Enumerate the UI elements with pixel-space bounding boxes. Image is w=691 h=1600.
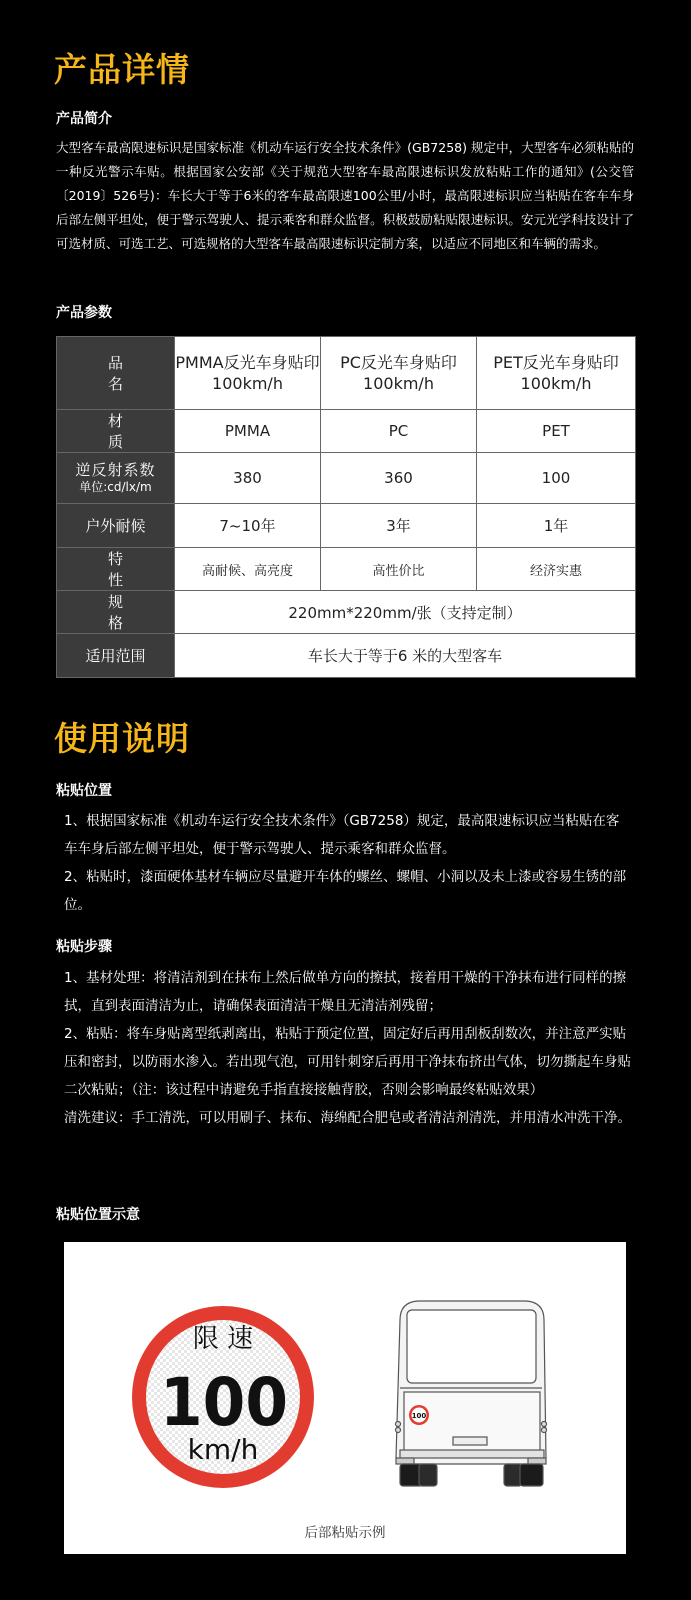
table-cell: PET	[477, 410, 636, 453]
cleaning-advice: 清洗建议：手工清洗，可以用刷子、抹布、海绵配合肥皂或者清洁剂清洗，并用清水冲洗干净。	[64, 1110, 631, 1126]
diagram-heading: 粘贴位置示意	[56, 1207, 140, 1223]
row-label: 材 质	[57, 410, 175, 453]
bus-speed-sign-icon	[409, 1405, 429, 1425]
coef-label: 逆反射系数	[75, 461, 156, 479]
steps-paragraph-1: 1、基材处理：将清洁剂到在抹布上然后做单方向的擦拭，接着用干燥的干净抹布进行同样的擦拭，直到表面清洁为止，请确保表面清洁干燥且无清洁剂残留；	[64, 970, 627, 1014]
steps-paragraph-2: 2、粘贴：将车身贴离型纸剥离出，粘贴于预定位置，固定好后再用刮板刮数次，并注意严实贴压和密封，以防雨水渗入。若出现气泡，可用针刺穿后再用干净抹布挤出气体，切勿撕起车身贴二次粘贴；（注：该过程中请避免手指直接接触背胶，否则会影响最终粘贴效果）	[64, 1026, 631, 1098]
params-heading: 产品参数	[56, 305, 112, 321]
table-row	[57, 504, 636, 548]
steps-heading: 粘贴步骤	[56, 939, 112, 955]
intro-heading: 产品简介	[56, 111, 112, 127]
table-cell: 车长大于等于6 米的大型客车	[175, 634, 636, 678]
table-cell: PC	[321, 410, 477, 453]
placement-diagram	[64, 1242, 626, 1554]
position-paragraph-2: 2、粘贴时，漆面硬体基材车辆应尽量避开车体的螺丝、螺帽、小洞以及未上漆或容易生锈的部位。	[64, 869, 627, 913]
row-label: 品 名	[57, 337, 175, 410]
table-cell: PET反光车身贴印100km/h	[477, 337, 636, 410]
speed-limit-sign-icon	[132, 1306, 314, 1488]
row-label: 规 格	[57, 591, 175, 634]
table-row	[57, 591, 636, 634]
table-cell: 高性价比	[321, 548, 477, 591]
product-detail-title: 产品详情	[54, 50, 190, 89]
table-row	[57, 453, 636, 504]
row-label: 特 性	[57, 548, 175, 591]
table-cell: 1年	[477, 504, 636, 548]
table-cell: 7~10年	[175, 504, 321, 548]
bus-rear-icon	[396, 1301, 547, 1486]
row-label: 适用范围	[57, 634, 175, 678]
table-cell: 经济实惠	[477, 548, 636, 591]
usage-title: 使用说明	[54, 719, 190, 758]
table-cell: 100	[477, 453, 636, 504]
product-params-table	[56, 336, 636, 678]
sign-number: 100	[160, 1364, 288, 1441]
table-cell: 360	[321, 453, 477, 504]
table-cell: 3年	[321, 504, 477, 548]
position-paragraph-1: 1、根据国家标准《机动车运行安全技术条件》（GB7258）规定，最高限速标识应当粘贴在客车车身后部左侧平坦处，便于警示驾驶人、提示乘客和群众监督。	[64, 813, 620, 857]
figure-caption: 后部粘贴示例	[304, 1525, 386, 1541]
sign-unit: km/h	[187, 1433, 259, 1466]
table-cell: 高耐候、高亮度	[175, 548, 321, 591]
table-cell: 220mm*220mm/张（支持定制）	[175, 591, 636, 634]
table-row	[57, 337, 636, 410]
coef-unit: 单位:cd/lx/m	[79, 480, 152, 494]
table-cell: PC反光车身贴印100km/h	[321, 337, 477, 410]
bus-sign-number: 100	[411, 1412, 427, 1420]
table-row	[57, 548, 636, 591]
table-row	[57, 410, 636, 453]
position-text	[64, 807, 632, 919]
sign-top-text: 限 速	[192, 1324, 254, 1354]
row-label: 户外耐候	[57, 504, 175, 548]
table-cell: 380	[175, 453, 321, 504]
intro-text: 大型客车最高限速标识是国家标准《机动车运行安全技术条件》(GB7258) 规定中，大型客车必须粘贴的一种反光警示车贴。根据国家公安部《关于规范大型客车最高限速标识发放粘贴工作的通知》(公交管〔2019〕526号)：车长大于等于6米的客车最高限速100公里/小时，最高限速标识应当粘贴在客车车身后部左侧平坦处，便于警示驾驶人、提示乘客和群众监督。积极鼓励粘贴限速标识。安元光学科技设计了可选材质、可选工艺、可选规格的大型客车最高限速标识定制方案，以适应不同地区和车辆的需求。	[56, 140, 634, 251]
table-row	[57, 634, 636, 678]
row-label	[57, 453, 175, 504]
table-cell: PMMA	[175, 410, 321, 453]
placement-illustration	[64, 1242, 626, 1554]
steps-text	[64, 964, 632, 1132]
position-heading: 粘贴位置	[56, 783, 112, 799]
table-cell: PMMA反光车身贴印100km/h	[175, 337, 321, 410]
